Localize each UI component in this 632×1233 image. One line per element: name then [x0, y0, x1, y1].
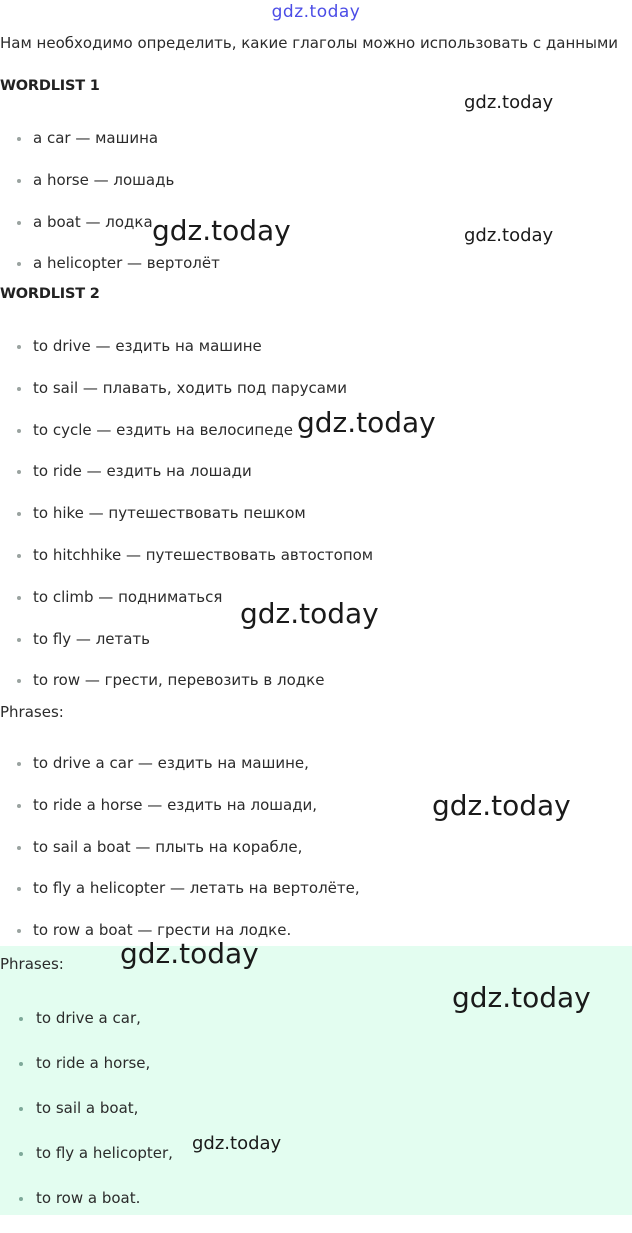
phrases1-heading: Phrases:	[0, 703, 64, 721]
watermark-text: gdz.today	[120, 937, 259, 970]
list-item: to ride a horse,	[0, 1053, 173, 1098]
watermark-text: gdz.today	[452, 981, 591, 1014]
list-item: a car — машина	[0, 128, 220, 170]
phrases1-list	[0, 753, 360, 962]
list-item: to row a boat — грести на лодке.	[0, 920, 360, 962]
watermark-text: gdz.today	[152, 214, 291, 247]
list-item: to drive — ездить на машине	[0, 336, 373, 378]
phrases2-heading: Phrases:	[0, 955, 64, 973]
watermark-text: gdz.today	[432, 789, 571, 822]
list-item: to drive a car,	[0, 1008, 173, 1053]
phrases2-list	[0, 1008, 173, 1233]
watermark-text: gdz.today	[297, 406, 436, 439]
list-item: to sail a boat — плыть на корабле,	[0, 837, 360, 879]
list-item: to row a boat.	[0, 1188, 173, 1233]
list-item: to row — грести, перевозить в лодке	[0, 670, 373, 712]
top-watermark: gdz.today	[271, 2, 361, 22]
list-item: to fly a helicopter,	[0, 1143, 173, 1188]
watermark-text: gdz.today	[464, 225, 554, 246]
list-item: to drive a car — ездить на машине,	[0, 753, 360, 795]
wordlist2-heading: WORDLIST 2	[0, 286, 100, 302]
list-item: a helicopter — вертолёт	[0, 253, 220, 295]
wordlist1-heading: WORDLIST 1	[0, 78, 100, 94]
watermark-text: gdz.today	[240, 597, 379, 630]
list-item: a boat — лодка	[0, 212, 220, 254]
list-item: to fly a helicopter — летать на вертолёте,	[0, 878, 360, 920]
wordlist2-list	[0, 336, 373, 712]
list-item: to sail a boat,	[0, 1098, 173, 1143]
list-item: to hitchhike — путешествовать автостопом	[0, 545, 373, 587]
list-item: a horse — лошадь	[0, 170, 220, 212]
list-item: to climb — подниматься	[0, 587, 373, 629]
list-item: to cycle — ездить на велосипеде	[0, 420, 373, 462]
wordlist1-list	[0, 128, 220, 295]
list-item: to ride — ездить на лошади	[0, 461, 373, 503]
list-item: to fly — летать	[0, 629, 373, 671]
list-item: to ride a horse — ездить на лошади,	[0, 795, 360, 837]
watermark-text: gdz.today	[192, 1133, 282, 1154]
intro-text: Нам необходимо определить, какие глаголы можно использовать с данными	[0, 34, 619, 52]
list-item: to hike — путешествовать пешком	[0, 503, 373, 545]
watermark-text: gdz.today	[464, 92, 554, 113]
list-item: to sail — плавать, ходить под парусами	[0, 378, 373, 420]
